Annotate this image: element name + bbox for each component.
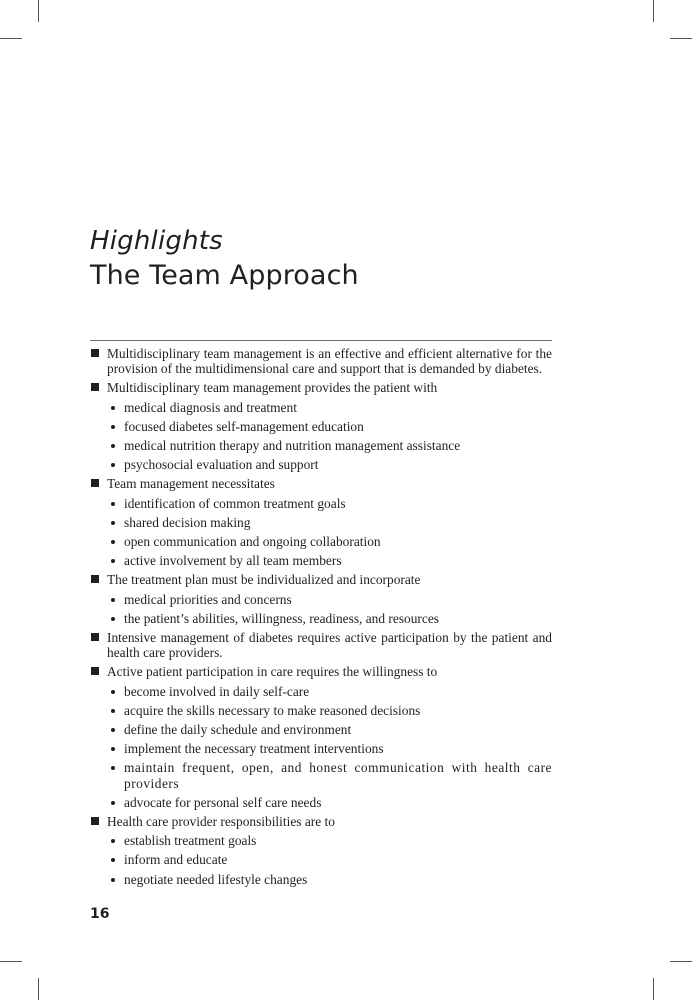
round-bullet-icon bbox=[111, 463, 115, 467]
sub-list-item bbox=[107, 795, 552, 810]
sub-list bbox=[107, 684, 552, 810]
list-item bbox=[90, 814, 552, 887]
sub-item-text: inform and educate bbox=[124, 852, 228, 868]
item-text: The treatment plan must be individualized and incorporate bbox=[107, 572, 421, 588]
sub-item-text: medical diagnosis and treatment bbox=[124, 399, 297, 415]
sub-item-text: focused diabetes self-management education bbox=[124, 418, 364, 434]
square-bullet-icon bbox=[91, 667, 99, 675]
section-kicker: Highlights bbox=[90, 226, 223, 256]
sub-item-text: the patient’s abilities, willingness, readiness, and resources bbox=[124, 610, 439, 626]
crop-mark bbox=[670, 38, 692, 39]
sub-item-text: negotiate needed lifestyle changes bbox=[124, 871, 308, 887]
round-bullet-icon bbox=[111, 858, 115, 862]
round-bullet-icon bbox=[111, 598, 115, 602]
sub-list-item bbox=[107, 400, 552, 415]
sub-list-item bbox=[107, 684, 552, 699]
sub-item-text: acquire the skills necessary to make reasoned decisions bbox=[124, 702, 421, 718]
sub-list-item bbox=[107, 438, 552, 453]
round-bullet-icon bbox=[111, 690, 115, 694]
round-bullet-icon bbox=[111, 801, 115, 805]
sub-item-text: psychosocial evaluation and support bbox=[124, 457, 319, 473]
sub-item-text: shared decision making bbox=[124, 514, 251, 530]
square-bullet-icon bbox=[91, 633, 99, 641]
crop-mark bbox=[38, 978, 39, 1000]
round-bullet-icon bbox=[111, 444, 115, 448]
sub-list-item bbox=[107, 496, 552, 511]
round-bullet-icon bbox=[111, 425, 115, 429]
round-bullet-icon bbox=[111, 502, 115, 506]
sub-list bbox=[107, 592, 552, 626]
item-text: Health care provider responsibilities are to bbox=[107, 814, 335, 830]
round-bullet-icon bbox=[111, 540, 115, 544]
item-text: Team management necessitates bbox=[107, 476, 275, 492]
round-bullet-icon bbox=[111, 521, 115, 525]
crop-mark bbox=[0, 961, 22, 962]
sub-list bbox=[107, 496, 552, 569]
sub-list-item bbox=[107, 553, 552, 568]
square-bullet-icon bbox=[91, 383, 99, 391]
list-item bbox=[90, 664, 552, 810]
title-rule bbox=[90, 340, 552, 341]
sub-list-item bbox=[107, 760, 552, 790]
sub-item-text: establish treatment goals bbox=[124, 833, 257, 849]
item-text: Multidisciplinary team management provides the patient with bbox=[107, 380, 438, 396]
round-bullet-icon bbox=[111, 617, 115, 621]
item-text: Multidisciplinary team management is an effective and efficient alternative for the provision of the multidimensional care and support that is demanded by diabetes. bbox=[107, 346, 552, 377]
sub-list-item bbox=[107, 419, 552, 434]
list-item bbox=[90, 380, 552, 472]
sub-list bbox=[107, 833, 552, 887]
sub-list-item bbox=[107, 515, 552, 530]
sub-list-item bbox=[107, 852, 552, 867]
sub-list-item bbox=[107, 741, 552, 756]
sub-item-text: maintain frequent, open, and honest communication with health care providers bbox=[124, 760, 552, 791]
item-text: Active patient participation in care requires the willingness to bbox=[107, 664, 438, 680]
list-item bbox=[90, 630, 552, 660]
square-bullet-icon bbox=[91, 349, 99, 357]
sub-item-text: medical nutrition therapy and nutrition management assistance bbox=[124, 438, 461, 454]
round-bullet-icon bbox=[111, 766, 115, 770]
sub-list-item bbox=[107, 457, 552, 472]
crop-mark bbox=[653, 978, 654, 1000]
round-bullet-icon bbox=[111, 878, 115, 882]
list-item bbox=[90, 346, 552, 376]
sub-item-text: advocate for personal self care needs bbox=[124, 794, 322, 810]
sub-list-item bbox=[107, 833, 552, 848]
round-bullet-icon bbox=[111, 406, 115, 410]
highlights-content bbox=[90, 346, 552, 891]
sub-list-item bbox=[107, 592, 552, 607]
page-number: 16 bbox=[90, 906, 110, 922]
sub-item-text: active involvement by all team members bbox=[124, 553, 342, 569]
square-bullet-icon bbox=[91, 479, 99, 487]
crop-mark bbox=[0, 38, 22, 39]
sub-list-item bbox=[107, 872, 552, 887]
sub-item-text: medical priorities and concerns bbox=[124, 591, 292, 607]
sub-list-item bbox=[107, 703, 552, 718]
sub-list-item bbox=[107, 722, 552, 737]
list-item bbox=[90, 572, 552, 626]
sub-item-text: identification of common treatment goals bbox=[124, 495, 346, 511]
round-bullet-icon bbox=[111, 839, 115, 843]
square-bullet-icon bbox=[91, 817, 99, 825]
page-title: The Team Approach bbox=[90, 260, 359, 291]
sub-item-text: implement the necessary treatment interventions bbox=[124, 741, 384, 757]
round-bullet-icon bbox=[111, 747, 115, 751]
item-text: Intensive management of diabetes requires active participation by the patient and health care providers. bbox=[107, 630, 552, 661]
list-item bbox=[90, 476, 552, 568]
round-bullet-icon bbox=[111, 728, 115, 732]
sub-item-text: become involved in daily self-care bbox=[124, 683, 310, 699]
square-bullet-icon bbox=[91, 575, 99, 583]
crop-mark bbox=[653, 0, 654, 22]
round-bullet-icon bbox=[111, 559, 115, 563]
sub-item-text: define the daily schedule and environment bbox=[124, 722, 352, 738]
crop-mark bbox=[670, 961, 692, 962]
sub-list-item bbox=[107, 534, 552, 549]
sub-item-text: open communication and ongoing collaboration bbox=[124, 534, 381, 550]
crop-mark bbox=[38, 0, 39, 22]
highlights-list bbox=[90, 346, 552, 887]
sub-list bbox=[107, 400, 552, 473]
sub-list-item bbox=[107, 611, 552, 626]
round-bullet-icon bbox=[111, 709, 115, 713]
